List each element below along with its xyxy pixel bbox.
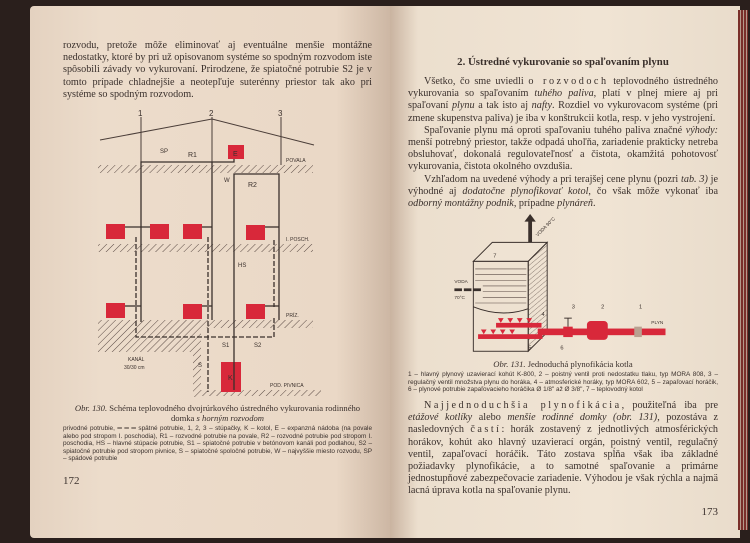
left-paragraph: rozvodu, pretože môže eliminovať aj eventuálne menšie montážne nedostatky, ktoré by pri už opisovanom systéme so spodným rozvodom iste spôsobili závady vo vykurovaní. Prirodzene, že spiatočné potrubie S2 je v tomto prípade chladnejšie a neotepľuje suterénny priestor tak ako pri systéme so spodným rozvodom.: [63, 40, 372, 100]
riser-2-label: 2: [209, 109, 214, 119]
figure-131-legend: 1 – hlavný plynový uzavierací kohút K-800, 2 – poistný ventil proti nedostatku tlaku, typ MORA 808, 3 – regulačný ventil množstva plynu do horáka, 4 – atmosferické horáky, typ MORA 602, 5 – zapaľovací horáčik, 6 – plynové potrubie zapaľovacieho horáčika Ø 1/8" až Ø 3/8", 7 – teplovodný kotol: [408, 371, 718, 394]
expansion-tank-label: E: [233, 151, 238, 159]
figure-131-caption: Obr. 131. Jednoduchá plynofikácia kotla: [493, 359, 633, 370]
book-page-edges: [738, 10, 748, 530]
attic-floor: [98, 165, 313, 173]
svg-text:I. POSCH.: I. POSCH.: [286, 237, 310, 244]
left-page: [30, 6, 390, 538]
radiators: [106, 224, 265, 319]
page-number-right: 173: [701, 505, 718, 518]
right-page: [390, 6, 740, 538]
heating-schematic-figure: [88, 107, 358, 397]
svg-text:7: 7: [493, 253, 497, 260]
svg-text:S2: S2: [254, 343, 262, 350]
cold-water-label: VODA: [454, 280, 468, 286]
svg-text:POD. PIVNICA: POD. PIVNICA: [270, 383, 304, 390]
svg-text:PRÍZ.: PRÍZ.: [286, 313, 299, 320]
paragraph-1: Všetko, čo sme uviedli o rozvodoch teplovodného ústredného vykurovania so spaľovaním tuhého paliva, platí v plnej miere aj pri spaľovaní plynu a tak isto aj nafty. Rozdiel vo vykurovacom systéme (pri zmene skupenstva paliva) je iba v konštrukcii kotla, resp. v jeho vystrojení.: [408, 76, 719, 124]
ground-soil: [98, 328, 193, 352]
figure-number: Obr. 130.: [74, 403, 108, 414]
svg-text:W: W: [224, 178, 230, 185]
ground-floor-slab: [98, 320, 313, 328]
section-heading: 2. Ústredné vykurovanie so spaľovaním plynu: [457, 56, 669, 68]
svg-text:5: 5: [528, 345, 532, 352]
svg-text:3: 3: [571, 304, 575, 311]
svg-text:6: 6: [560, 345, 564, 352]
gas-burners: [478, 318, 665, 340]
svg-text:30/30 cm: 30/30 cm: [124, 365, 145, 372]
cold-water-temp: 70°C: [454, 296, 465, 302]
svg-text:2: 2: [601, 304, 605, 311]
safety-valve: [587, 321, 608, 340]
svg-text:S1: S1: [222, 343, 230, 350]
riser-1-label: 1: [138, 109, 143, 119]
paragraph-3: Vzhľadom na uvedené výhody a pri terajšej cene plynu (pozri tab. 3) je výhodné aj dodatočne plynofikovať kotol, čo však môže vykonať iba odborný montážny podnik, prípadne plynáreň.: [408, 173, 718, 210]
svg-text:4: 4: [541, 312, 545, 319]
svg-text:POVALA: POVALA: [286, 158, 306, 165]
svg-text:R2: R2: [248, 182, 257, 190]
svg-text:S: S: [198, 363, 203, 370]
hot-water-label: VODA 90°C: [535, 217, 557, 239]
page-number-left: 172: [63, 474, 80, 487]
paragraph-4: Najjednoduchšia plynofikácia, použiteľná iba pre etážové kotlíky alebo menšie rodinné domky (obr. 131), pozostáva z nasledovných častí: horák zostavený z jednotlivých atmosférických horákov, kohút ako hlavný uzavierací orgán, poistný ventil, regulačný ventil, zapaľovací horáčik. Táto zostava spĺňa však iba základné požiadavky plynofikácie, a to samotné spaľovanie a primárne jednostupňové zabezpečovacie zariadenie. Výhodou je však rýchla a najmä lacná úprava kotla na spaľovanie plynu.: [408, 400, 719, 497]
svg-text:R1: R1: [188, 152, 197, 160]
svg-text:KANÁL: KANÁL: [128, 357, 145, 364]
paragraph-2: Spaľovanie plynu má oproti spaľovaniu tuhého paliva značné výhody: menší potrebný priestor, takže odpadá uhoľňa, zariadenie prakticky netreba obsluhovať, dokonalá regulovateľnosť a čistota, okamžitá pohotovosť vykurovania, čistota okolného ovzdušia.: [408, 124, 718, 173]
svg-text:HS: HS: [238, 263, 247, 270]
figure-130-caption: Obr. 130. Schéma teplovodného dvojrúrkového ústredného vykurovania rodinného domka s horným rozvodom: [74, 403, 361, 424]
svg-text:SP: SP: [160, 149, 169, 156]
first-floor-slab: [98, 244, 313, 252]
boiler-label: K: [228, 375, 233, 383]
svg-text:PLYN: PLYN: [651, 321, 664, 327]
gas-boiler-figure: [448, 214, 688, 356]
riser-3-label: 3: [278, 109, 283, 119]
svg-text:1: 1: [639, 304, 643, 311]
figure-130-legend: privodné potrubie, ═ ═ ═ spätné potrubie, 1, 2, 3 – stúpačky, K – kotol, E – expanzná nádoba (na povale alebo pod stropom I. poschodia), R1 – rozvodné potrubie na povale, R2 – rozvodné potrubie pod stropom I. poschodia, HS – hlavné stúpacie potrubie, S1 – spiatočné potrubie v betónovom kanáli pod podlahou, S2 – spiatočné potrubie pod stropom pivnice, S – spiatočné spoločné potrubie, W – najvyššie miesto rozvodu, SP – spádové potrubie: [63, 425, 372, 463]
